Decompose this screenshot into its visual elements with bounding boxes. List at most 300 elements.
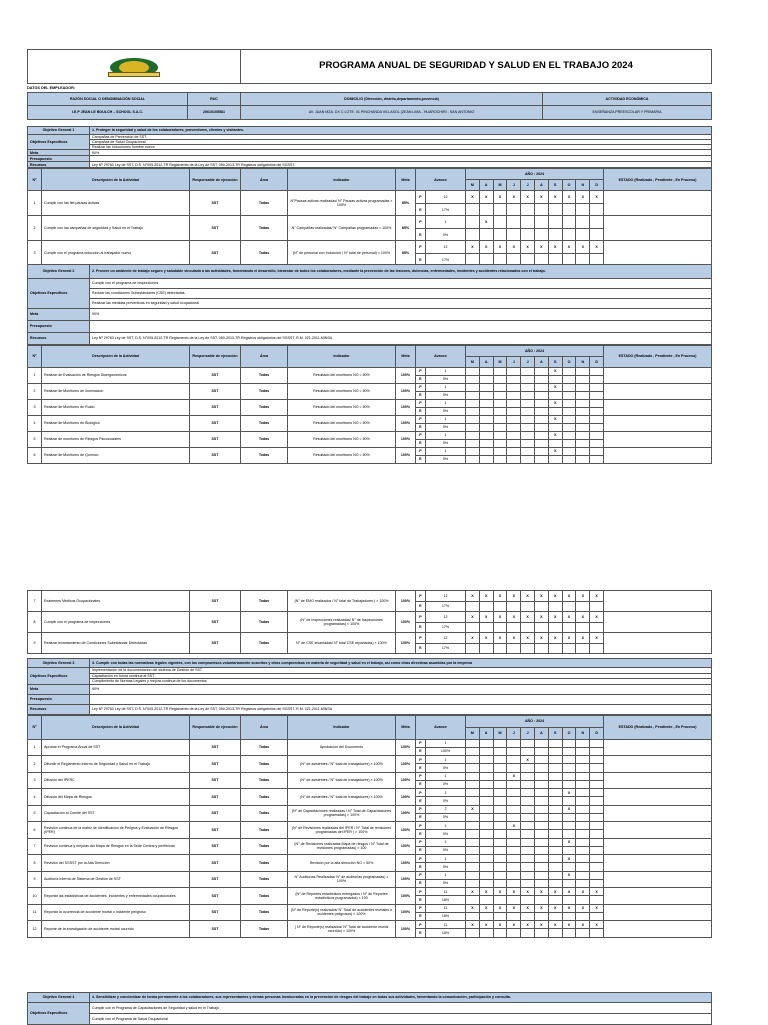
month-mark	[576, 871, 590, 879]
month-mark: X	[507, 772, 521, 780]
row-number: 8	[28, 612, 42, 633]
month-mark	[466, 424, 480, 432]
month-mark	[562, 797, 576, 805]
month-mark	[562, 830, 576, 838]
row-description: Difusión del Mapa de Riesgos	[42, 789, 190, 806]
general-objective-label: Objetivo General 1	[28, 127, 90, 135]
month-mark	[521, 448, 535, 456]
month-mark	[548, 855, 562, 863]
month-mark	[590, 805, 604, 813]
month-mark	[562, 376, 576, 384]
month-mark: X	[479, 216, 493, 229]
month-mark	[590, 896, 604, 904]
month-mark: X	[534, 591, 548, 602]
month-mark: X	[466, 805, 480, 813]
row-number: 7	[28, 838, 42, 855]
month-mark	[562, 408, 576, 416]
month-mark	[507, 408, 521, 416]
executed-label: E	[416, 376, 426, 384]
row-area: Todas	[241, 822, 288, 839]
month-mark	[548, 424, 562, 432]
activity-row	[28, 368, 712, 376]
month-mark	[507, 846, 521, 854]
row-indicator: (N° de asistentes / N° total de trabajadores) × 100%	[288, 789, 396, 806]
month-mark	[534, 384, 548, 392]
month-mark: X	[548, 368, 562, 376]
row-number: 1	[28, 368, 42, 384]
month-mark	[521, 400, 535, 408]
row-description: Realizar de Monitoreo de Químico	[42, 448, 190, 464]
month-mark: X	[493, 888, 507, 896]
month-mark	[534, 376, 548, 384]
month-mark	[548, 929, 562, 937]
row-indicator: (N° de Capacitaciones realizadas / N° Total de Capacitaciones programadas) × 100%	[288, 805, 396, 822]
month-mark	[466, 408, 480, 416]
row-meta: 100%	[396, 772, 416, 789]
executed-value: 17%	[426, 601, 466, 612]
row-description: Reportar las estadísticas de accidentes, incidentes y enfermedades ocupacionales	[42, 888, 190, 905]
month-mark	[507, 601, 521, 612]
month-mark	[576, 912, 590, 920]
planned-value: 12	[426, 591, 466, 602]
specific-objective-1: Cumplir con el Programa de Capacitaciones de Seguridad y salud en el Trabajo	[90, 1003, 712, 1014]
month-mark	[590, 216, 604, 229]
month-mark	[507, 384, 521, 392]
row-number: 1	[28, 739, 42, 756]
month-mark	[590, 780, 604, 788]
month-mark	[576, 448, 590, 456]
objective-4-section	[27, 992, 712, 1025]
specific-objectives-label: Objetivos Específicos	[28, 279, 90, 309]
month-mark: X	[590, 191, 604, 204]
month-mark	[466, 912, 480, 920]
month-mark	[479, 805, 493, 813]
month-mark	[507, 643, 521, 654]
month-mark: X	[521, 904, 535, 912]
month-mark	[521, 863, 535, 871]
activity-row	[28, 416, 712, 424]
presupuesto-label: Presupuesto	[28, 694, 90, 704]
month-mark	[507, 789, 521, 797]
activity-row	[28, 633, 712, 644]
month-mark	[493, 739, 507, 747]
specific-objectives-label: Objetivos Específicos	[28, 135, 90, 150]
month-mark	[590, 416, 604, 424]
month-mark	[466, 440, 480, 448]
month-mark	[576, 416, 590, 424]
col-ind: Indicador	[288, 169, 396, 191]
month-mark	[479, 376, 493, 384]
month-mark	[479, 756, 493, 764]
executed-label: E	[416, 601, 426, 612]
month-mark	[521, 416, 535, 424]
month-mark	[466, 643, 480, 654]
planned-value: 12	[426, 633, 466, 644]
row-number: 3	[28, 400, 42, 416]
activity-row	[28, 448, 712, 456]
month-mark	[493, 416, 507, 424]
month-mark	[534, 805, 548, 813]
month-mark	[534, 822, 548, 830]
row-number: 10	[28, 888, 42, 905]
planned-value: 12	[426, 612, 466, 623]
month-mark	[590, 408, 604, 416]
specific-objective-1: Cumplir con el programa de inspecciones	[90, 279, 712, 289]
row-responsible: SST	[190, 191, 241, 216]
row-indicator: (N° de asistentes / N° total de trabajadores) × 100%	[288, 772, 396, 789]
row-meta: 85%	[396, 216, 416, 241]
row-area: Todas	[241, 612, 288, 633]
row-number: 2	[28, 756, 42, 773]
row-status	[604, 191, 712, 216]
month-header: J	[507, 180, 521, 191]
executed-label: E	[416, 896, 426, 904]
month-mark: X	[493, 921, 507, 929]
executed-value: 0%	[426, 830, 466, 838]
executed-label: E	[416, 424, 426, 432]
specific-objectives-label: Objetivos Específicos	[28, 1003, 90, 1025]
month-mark	[479, 871, 493, 879]
month-mark	[534, 830, 548, 838]
month-mark	[548, 780, 562, 788]
month-header: O	[562, 180, 576, 191]
col-n: Nº	[28, 169, 42, 191]
row-status	[604, 368, 712, 384]
row-indicator: Resultado del monitoreo NO = 80%	[288, 368, 396, 384]
row-responsible: SST	[190, 871, 241, 888]
row-indicator: (N° de Revisiones realizadas Mapa de riesgos / N° Total de revisiones programadas) × 100	[288, 838, 396, 855]
month-mark: X	[590, 612, 604, 623]
month-mark	[466, 772, 480, 780]
month-mark: X	[507, 591, 521, 602]
month-mark	[507, 879, 521, 887]
month-mark	[479, 863, 493, 871]
month-mark: X	[493, 241, 507, 254]
row-status	[604, 871, 712, 888]
col-ind: Indicador	[288, 715, 396, 739]
row-meta: 100%	[396, 739, 416, 756]
row-indicator: (N° de Reporte(s) realizados/ N° Total de accidentes mortales o incidentes peligrosos) × 100%	[288, 904, 396, 921]
month-mark	[534, 855, 548, 863]
planned-label: P	[416, 871, 426, 879]
month-mark: X	[493, 904, 507, 912]
executed-value: 17%	[426, 253, 466, 266]
month-mark	[562, 739, 576, 747]
month-header: A	[479, 727, 493, 739]
row-meta: 85%	[396, 191, 416, 216]
month-mark	[507, 392, 521, 400]
planned-value: 12	[426, 241, 466, 254]
month-mark	[466, 756, 480, 764]
executed-value: 0%	[426, 408, 466, 416]
row-responsible: SST	[190, 789, 241, 806]
month-mark	[548, 739, 562, 747]
month-mark	[479, 203, 493, 216]
row-description: Realizar de Monitoreo de Ruido	[42, 400, 190, 416]
row-indicator: (N° de EMO realizados / N° total de Trabajadores ) × 100%	[288, 591, 396, 612]
col-ind: Indicador	[288, 346, 396, 368]
month-mark	[466, 879, 480, 887]
meta-value: 90%	[90, 684, 712, 694]
month-mark	[466, 780, 480, 788]
month-mark	[576, 789, 590, 797]
row-area: Todas	[241, 888, 288, 905]
row-meta: 100%	[396, 822, 416, 839]
month-mark: X	[562, 633, 576, 644]
month-mark	[466, 789, 480, 797]
planned-label: P	[416, 772, 426, 780]
month-mark	[493, 376, 507, 384]
planned-value: 1	[426, 789, 466, 797]
month-mark: X	[590, 591, 604, 602]
planned-label: P	[416, 216, 426, 229]
executed-value: 0%	[426, 440, 466, 448]
month-mark	[534, 780, 548, 788]
month-mark	[590, 228, 604, 241]
month-mark	[507, 622, 521, 633]
month-mark	[479, 797, 493, 805]
employer-block	[27, 85, 712, 120]
planned-value: 1	[426, 871, 466, 879]
month-mark: X	[479, 241, 493, 254]
activity-row	[28, 838, 712, 846]
recursos-label: Recursos	[28, 704, 90, 714]
objective-1-section	[27, 126, 712, 266]
month-header: S	[548, 357, 562, 368]
row-meta: 100%	[396, 921, 416, 938]
specific-objective-2: Cumplir con el Programa de Salud Ocupacional	[90, 1014, 712, 1025]
month-mark	[466, 203, 480, 216]
planned-label: P	[416, 904, 426, 912]
row-status	[604, 888, 712, 905]
row-description: Realizar de monitoreo de Riesgos Psicosociales	[42, 432, 190, 448]
col-area: Área	[241, 715, 288, 739]
row-indicator: Aprobación del Documento	[288, 739, 396, 756]
month-mark	[479, 384, 493, 392]
month-mark	[590, 440, 604, 448]
row-meta: 100%	[396, 400, 416, 416]
row-area: Todas	[241, 855, 288, 872]
activity-row	[28, 921, 712, 929]
month-mark	[466, 432, 480, 440]
presupuesto-value	[90, 694, 712, 704]
row-area: Todas	[241, 838, 288, 855]
planned-value: 12	[426, 191, 466, 204]
month-mark	[576, 813, 590, 821]
executed-value: 0%	[426, 456, 466, 464]
specific-objective-2: Campañas de Salud Ocupacional	[90, 140, 712, 145]
col-avance: Avance	[416, 346, 466, 368]
executed-label: E	[416, 622, 426, 633]
month-mark	[507, 424, 521, 432]
month-mark	[534, 879, 548, 887]
month-header: O	[562, 357, 576, 368]
planned-label: P	[416, 888, 426, 896]
month-mark	[507, 838, 521, 846]
col-estado: ESTADO (Realizado , Pendiente , En Proceso)	[604, 346, 712, 368]
activity-row	[28, 241, 712, 254]
col-n: Nº	[28, 715, 42, 739]
row-responsible: SST	[190, 241, 241, 266]
month-mark	[534, 601, 548, 612]
executed-label: E	[416, 764, 426, 772]
row-area: Todas	[241, 739, 288, 756]
row-status	[604, 241, 712, 266]
month-mark	[562, 622, 576, 633]
executed-value: 0%	[426, 797, 466, 805]
month-mark	[562, 424, 576, 432]
month-mark	[548, 838, 562, 846]
month-mark	[507, 416, 521, 424]
month-mark	[479, 813, 493, 821]
planned-value: 1	[426, 368, 466, 376]
month-mark	[534, 424, 548, 432]
month-mark: X	[534, 191, 548, 204]
month-mark	[576, 747, 590, 755]
month-mark	[590, 912, 604, 920]
month-mark	[493, 368, 507, 376]
month-mark	[466, 813, 480, 821]
row-status	[604, 384, 712, 400]
month-mark	[479, 424, 493, 432]
month-mark	[562, 368, 576, 376]
month-mark	[521, 912, 535, 920]
month-mark	[548, 772, 562, 780]
executed-label: E	[416, 929, 426, 937]
row-number: 2	[28, 216, 42, 241]
month-header: N	[576, 727, 590, 739]
month-mark	[507, 756, 521, 764]
month-mark: X	[562, 904, 576, 912]
month-mark	[466, 448, 480, 456]
month-mark	[521, 440, 535, 448]
month-mark	[576, 440, 590, 448]
month-mark	[507, 764, 521, 772]
month-mark	[479, 432, 493, 440]
row-indicator: N°Pausas activas realizadas/ N° Pausas activas programadas × 100%	[288, 191, 396, 216]
month-mark: X	[466, 921, 480, 929]
month-mark	[534, 912, 548, 920]
planned-label: P	[416, 191, 426, 204]
planned-label: P	[416, 756, 426, 764]
month-mark	[493, 896, 507, 904]
month-mark: X	[507, 241, 521, 254]
row-description: Realizar de Monitoreo de Iluminación	[42, 384, 190, 400]
row-area: Todas	[241, 384, 288, 400]
planned-label: P	[416, 400, 426, 408]
month-mark: X	[548, 241, 562, 254]
month-mark	[479, 822, 493, 830]
row-number: 4	[28, 789, 42, 806]
month-mark	[479, 764, 493, 772]
row-indicator: N° Campañas realizadas/ N° Campañas programadas × 100%	[288, 216, 396, 241]
month-header: A	[534, 357, 548, 368]
row-meta: 100%	[396, 805, 416, 822]
employer-label: DATOS DEL EMPLEADOR:	[27, 86, 76, 90]
month-mark	[576, 772, 590, 780]
col-resp: Responsable de ejecución	[190, 715, 241, 739]
employer-razon: I.E.P JEAN LE BOULCH – SCHOOL S.A.C.	[28, 106, 188, 120]
month-mark	[590, 929, 604, 937]
month-mark	[521, 838, 535, 846]
month-mark	[479, 416, 493, 424]
page-title: PROGRAMA ANUAL DE SEGURIDAD Y SALUD EN EL TRABAJO 2024	[241, 50, 712, 84]
logo-cell	[28, 50, 241, 84]
row-area: Todas	[241, 368, 288, 384]
month-mark	[507, 228, 521, 241]
month-mark	[576, 601, 590, 612]
month-mark	[493, 805, 507, 813]
employer-h-razon: RAZÓN SOCIAL O DENOMINACIÓN SOCIAL	[28, 93, 188, 106]
executed-value: 18%	[426, 912, 466, 920]
row-meta: 100%	[396, 591, 416, 612]
month-mark	[534, 216, 548, 229]
month-mark	[576, 739, 590, 747]
row-indicator: (N° de personal con Inducción / N° total de personal) × 100%	[288, 241, 396, 266]
month-mark	[590, 448, 604, 456]
executed-value: 18%	[426, 896, 466, 904]
row-status	[604, 855, 712, 872]
month-mark: X	[507, 904, 521, 912]
month-mark	[548, 747, 562, 755]
month-mark	[466, 739, 480, 747]
month-mark	[590, 376, 604, 384]
activity-row	[28, 772, 712, 780]
row-meta: 100%	[396, 448, 416, 464]
month-mark	[507, 368, 521, 376]
month-mark: X	[548, 904, 562, 912]
row-responsible: SST	[190, 591, 241, 612]
row-description: Revisión continua y mejoras del Mapa de Riesgos en la Sede Central y periféricas	[42, 838, 190, 855]
month-mark	[479, 228, 493, 241]
month-mark	[521, 813, 535, 821]
month-mark	[479, 643, 493, 654]
planned-value: 11	[426, 921, 466, 929]
month-mark	[493, 780, 507, 788]
month-mark: X	[548, 432, 562, 440]
month-mark	[479, 448, 493, 456]
row-responsible: SST	[190, 612, 241, 633]
month-mark	[479, 855, 493, 863]
planned-label: P	[416, 432, 426, 440]
month-mark	[479, 739, 493, 747]
month-mark	[507, 896, 521, 904]
row-status	[604, 432, 712, 448]
month-mark: X	[562, 921, 576, 929]
row-number: 6	[28, 822, 42, 839]
row-status	[604, 805, 712, 822]
month-mark	[493, 813, 507, 821]
month-mark	[507, 376, 521, 384]
executed-value: 0%	[426, 228, 466, 241]
col-avance: Avance	[416, 169, 466, 191]
month-mark	[507, 432, 521, 440]
row-description: Reportar la ocurrencia de accidente mortal o incidente peligroso	[42, 904, 190, 921]
month-mark	[507, 912, 521, 920]
month-mark	[562, 772, 576, 780]
month-header: J	[521, 727, 535, 739]
planned-label: P	[416, 822, 426, 830]
row-description: Revisión continua de la matriz de identificación de Peligros y Evaluación de Riesgos (IPER)	[42, 822, 190, 839]
month-mark	[534, 756, 548, 764]
month-header: J	[521, 357, 535, 368]
month-mark: X	[576, 633, 590, 644]
month-mark	[534, 739, 548, 747]
month-mark	[562, 822, 576, 830]
employer-h-ruc: RUC	[188, 93, 241, 106]
executed-label: E	[416, 203, 426, 216]
activity-row	[28, 904, 712, 912]
